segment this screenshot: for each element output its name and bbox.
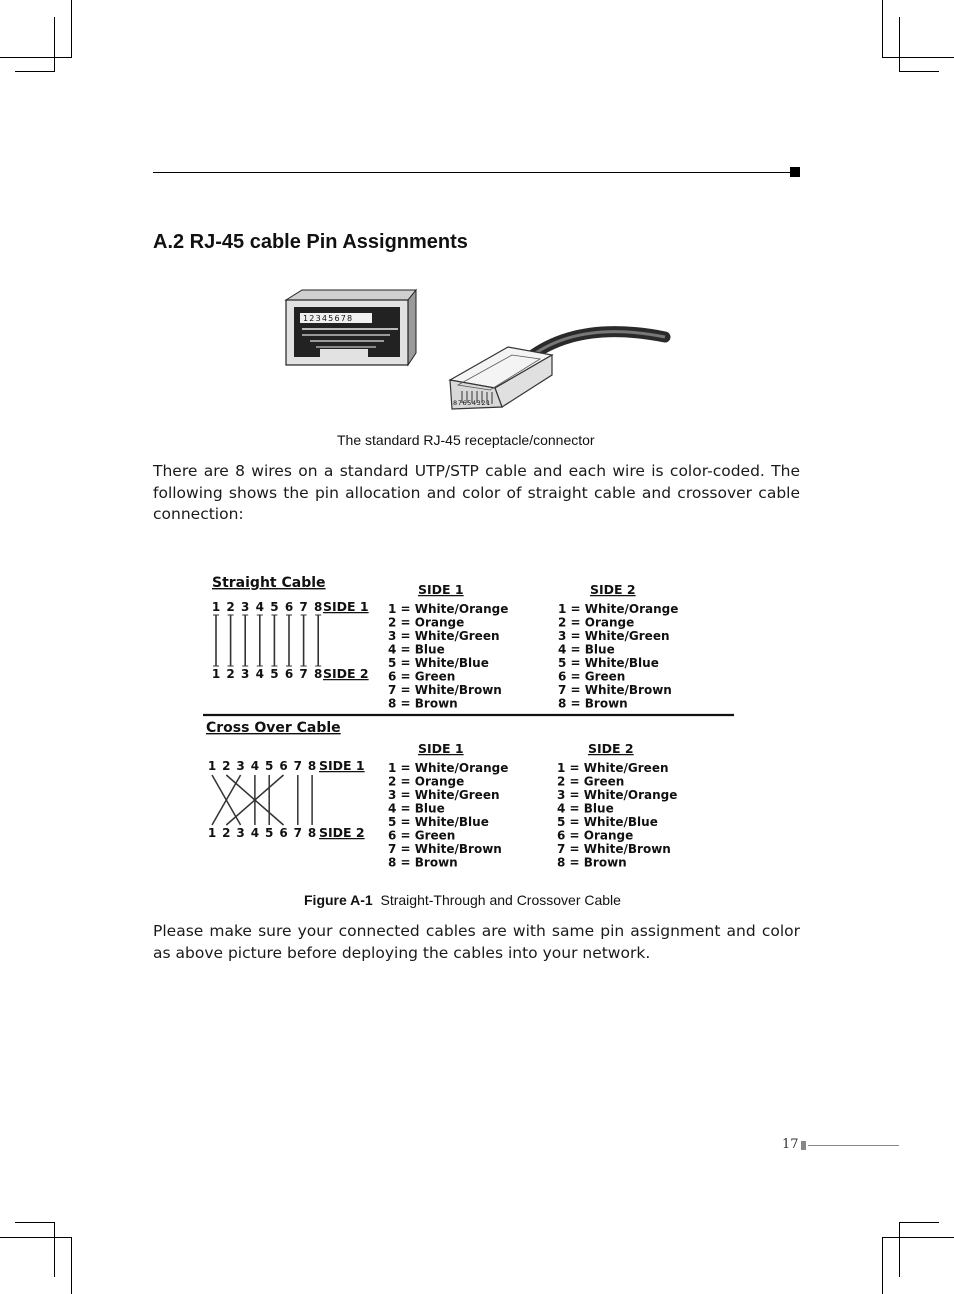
straight-side2-list bbox=[558, 602, 678, 711]
connector-caption: The standard RJ-45 receptacle/connector bbox=[337, 432, 595, 448]
straight-side1-pin-6: 6 bbox=[284, 600, 294, 614]
crossover-side2-item-1: 1 = White/Green bbox=[557, 761, 669, 775]
crop-mark-top-left-v2 bbox=[54, 17, 55, 72]
straight-side2-label: SIDE 2 bbox=[323, 666, 369, 681]
straight-side1-item-1: 1 = White/Orange bbox=[388, 602, 509, 616]
straight-side1-item-2: 2 = Orange bbox=[388, 615, 465, 630]
straight-side2-pin-8: 8 bbox=[314, 667, 323, 681]
page-number-bar bbox=[801, 1141, 806, 1150]
crossover-side1-pin-6: 6 bbox=[279, 759, 288, 773]
crossover-side1-pin-5: 5 bbox=[265, 759, 274, 773]
crop-mark-top-left-h bbox=[0, 57, 71, 58]
crop-mark-top-left-v bbox=[71, 0, 72, 58]
crop-mark-bottom-left-v2 bbox=[54, 1222, 55, 1277]
crossover-side2-pin-6: 6 bbox=[279, 826, 288, 840]
rj45-receptacle-image bbox=[286, 290, 416, 365]
crossover-side1-item-6: 6 = Green bbox=[388, 828, 456, 843]
crossover-side2-item-7: 7 = White/Brown bbox=[557, 842, 671, 856]
crop-mark-bottom-right-h bbox=[883, 1237, 954, 1238]
crop-mark-bottom-right-v bbox=[882, 1237, 883, 1294]
crossover-side2-pin-7: 7 bbox=[293, 826, 302, 840]
straight-side1-pin-3: 3 bbox=[241, 600, 250, 614]
straight-side1-item-3: 3 = White/Green bbox=[388, 629, 500, 643]
straight-side2-pin-6: 6 bbox=[284, 667, 294, 681]
crossover-side2-pin-8: 8 bbox=[307, 826, 317, 840]
crop-mark-bottom-right-v2 bbox=[899, 1222, 900, 1277]
crossover-side2-pin-3: 3 bbox=[236, 826, 245, 840]
straight-side2-item-4: 4 = Blue bbox=[558, 642, 615, 657]
crossover-side2-pin-4: 4 bbox=[250, 826, 260, 840]
crossover-side1-item-3: 3 = White/Green bbox=[388, 788, 500, 802]
crossover-side1-header: SIDE 1 bbox=[418, 741, 464, 756]
page-number-rule bbox=[808, 1145, 899, 1146]
intro-paragraph: There are 8 wires on a standard UTP/STP cable and each wire is color-coded. The following shows the pin allocation and color of straight cable and crossover cable connection: bbox=[153, 462, 800, 524]
crossover-side1-pin-8: 8 bbox=[307, 759, 317, 773]
straight-side1-pin-8: 8 bbox=[314, 600, 323, 614]
crossover-side1-label: SIDE 1 bbox=[319, 758, 365, 773]
crop-mark-top-right-v bbox=[882, 0, 883, 58]
straight-side2-pin-3: 3 bbox=[241, 667, 250, 681]
figure-caption-text: Straight-Through and Crossover Cable bbox=[380, 892, 621, 908]
page-number: 17 bbox=[782, 1137, 799, 1152]
crossover-side2-item-5: 5 = White/Blue bbox=[557, 815, 658, 829]
straight-side1-pin-7: 7 bbox=[299, 600, 308, 614]
closing-paragraph: Please make sure your connected cables are with same pin assignment and color as above picture before deploying the cables into your network. bbox=[153, 922, 800, 962]
straight-side1-label: SIDE 1 bbox=[323, 599, 369, 614]
crossover-side2-pin-1: 1 bbox=[207, 826, 217, 840]
straight-side2-item-7: 7 = White/Brown bbox=[558, 683, 672, 697]
crossover-side2-pin-5: 5 bbox=[265, 826, 274, 840]
crossover-side1-pin-4: 4 bbox=[250, 759, 260, 773]
crossover-side1-list bbox=[388, 761, 508, 870]
crossover-side1-pin-7: 7 bbox=[293, 759, 302, 773]
plug-pin-numbers: 87654321 bbox=[453, 399, 491, 407]
crossover-side1-pin-numbers bbox=[208, 759, 316, 773]
straight-side1-item-6: 6 = Green bbox=[388, 669, 456, 684]
straight-side2-header: SIDE 2 bbox=[590, 582, 636, 597]
straight-side1-pin-1: 1 bbox=[211, 600, 221, 614]
crossover-side1-pin-2: 2 bbox=[222, 759, 231, 773]
straight-side1-pin-5: 5 bbox=[270, 600, 279, 614]
crop-mark-bottom-left-h bbox=[0, 1237, 71, 1238]
crossover-side2-header: SIDE 2 bbox=[588, 741, 634, 756]
crossover-side2-label: SIDE 2 bbox=[319, 825, 365, 840]
rj45-illustration bbox=[280, 285, 680, 415]
straight-side1-header: SIDE 1 bbox=[418, 582, 464, 597]
straight-cable-title: Straight Cable bbox=[212, 575, 326, 591]
straight-side2-pin-2: 2 bbox=[226, 667, 235, 681]
straight-side1-list bbox=[388, 602, 508, 711]
straight-side2-pin-4: 4 bbox=[255, 667, 264, 681]
crossover-side2-pin-2: 2 bbox=[222, 826, 231, 840]
straight-wires bbox=[213, 615, 321, 666]
straight-side1-item-7: 7 = White/Brown bbox=[388, 683, 502, 697]
straight-side2-item-3: 3 = White/Green bbox=[558, 629, 670, 643]
crossover-side2-pin-numbers bbox=[208, 826, 316, 840]
straight-side1-pin-4: 4 bbox=[255, 600, 264, 614]
straight-side2-item-8: 8 = Brown bbox=[558, 696, 628, 711]
crop-mark-bottom-left-v bbox=[71, 1237, 72, 1294]
crossover-side1-item-8: 8 = Brown bbox=[388, 855, 458, 870]
crossover-wires bbox=[212, 775, 312, 825]
straight-side2-pin-5: 5 bbox=[270, 667, 279, 681]
straight-side2-item-1: 1 = White/Orange bbox=[558, 602, 679, 616]
straight-side2-item-5: 5 = White/Blue bbox=[558, 656, 659, 670]
straight-side1-pin-2: 2 bbox=[226, 600, 235, 614]
crop-mark-top-right-h bbox=[883, 57, 954, 58]
crossover-side1-pin-3: 3 bbox=[236, 759, 245, 773]
crop-mark-bottom-left-h2 bbox=[15, 1222, 55, 1223]
rj45-plug-image bbox=[450, 332, 665, 409]
crossover-side1-item-2: 2 = Orange bbox=[388, 774, 465, 789]
crop-mark-top-right-v2 bbox=[899, 17, 900, 72]
straight-side2-pin-7: 7 bbox=[299, 667, 308, 681]
crossover-side2-item-6: 6 = Orange bbox=[557, 828, 634, 843]
crossover-side2-item-8: 8 = Brown bbox=[557, 855, 627, 870]
crop-mark-top-right-h2 bbox=[899, 71, 939, 72]
crossover-cable-title: Cross Over Cable bbox=[206, 720, 341, 736]
header-rule-square bbox=[790, 167, 800, 177]
crossover-side1-pin-1: 1 bbox=[207, 759, 217, 773]
crossover-side2-item-2: 2 = Green bbox=[557, 774, 625, 789]
crossover-side1-item-5: 5 = White/Blue bbox=[388, 815, 489, 829]
section-heading: A.2 RJ-45 cable Pin Assignments bbox=[153, 231, 468, 253]
cable-pin-diagram bbox=[200, 570, 745, 870]
straight-side2-item-6: 6 = Green bbox=[558, 669, 626, 684]
straight-side1-pin-numbers bbox=[212, 600, 323, 614]
straight-side1-item-5: 5 = White/Blue bbox=[388, 656, 489, 670]
receptacle-pin-numbers: 12345678 bbox=[303, 314, 354, 323]
crossover-side1-item-7: 7 = White/Brown bbox=[388, 842, 502, 856]
figure-label: Figure A-1 bbox=[304, 892, 373, 908]
crossover-side2-item-4: 4 = Blue bbox=[557, 801, 614, 816]
crossover-side1-item-1: 1 = White/Orange bbox=[388, 761, 509, 775]
crossover-side2-list bbox=[557, 761, 677, 870]
straight-side1-item-8: 8 = Brown bbox=[388, 696, 458, 711]
figure-caption bbox=[304, 892, 621, 908]
crop-mark-bottom-right-h2 bbox=[899, 1222, 939, 1223]
crossover-side2-item-3: 3 = White/Orange bbox=[557, 788, 678, 802]
crop-mark-top-left-h2 bbox=[15, 71, 55, 72]
straight-side1-item-4: 4 = Blue bbox=[388, 642, 445, 657]
crossover-side1-item-4: 4 = Blue bbox=[388, 801, 445, 816]
straight-side2-item-2: 2 = Orange bbox=[558, 615, 635, 630]
header-rule bbox=[153, 172, 791, 173]
straight-side2-pin-numbers bbox=[212, 667, 323, 681]
straight-side2-pin-1: 1 bbox=[211, 667, 221, 681]
